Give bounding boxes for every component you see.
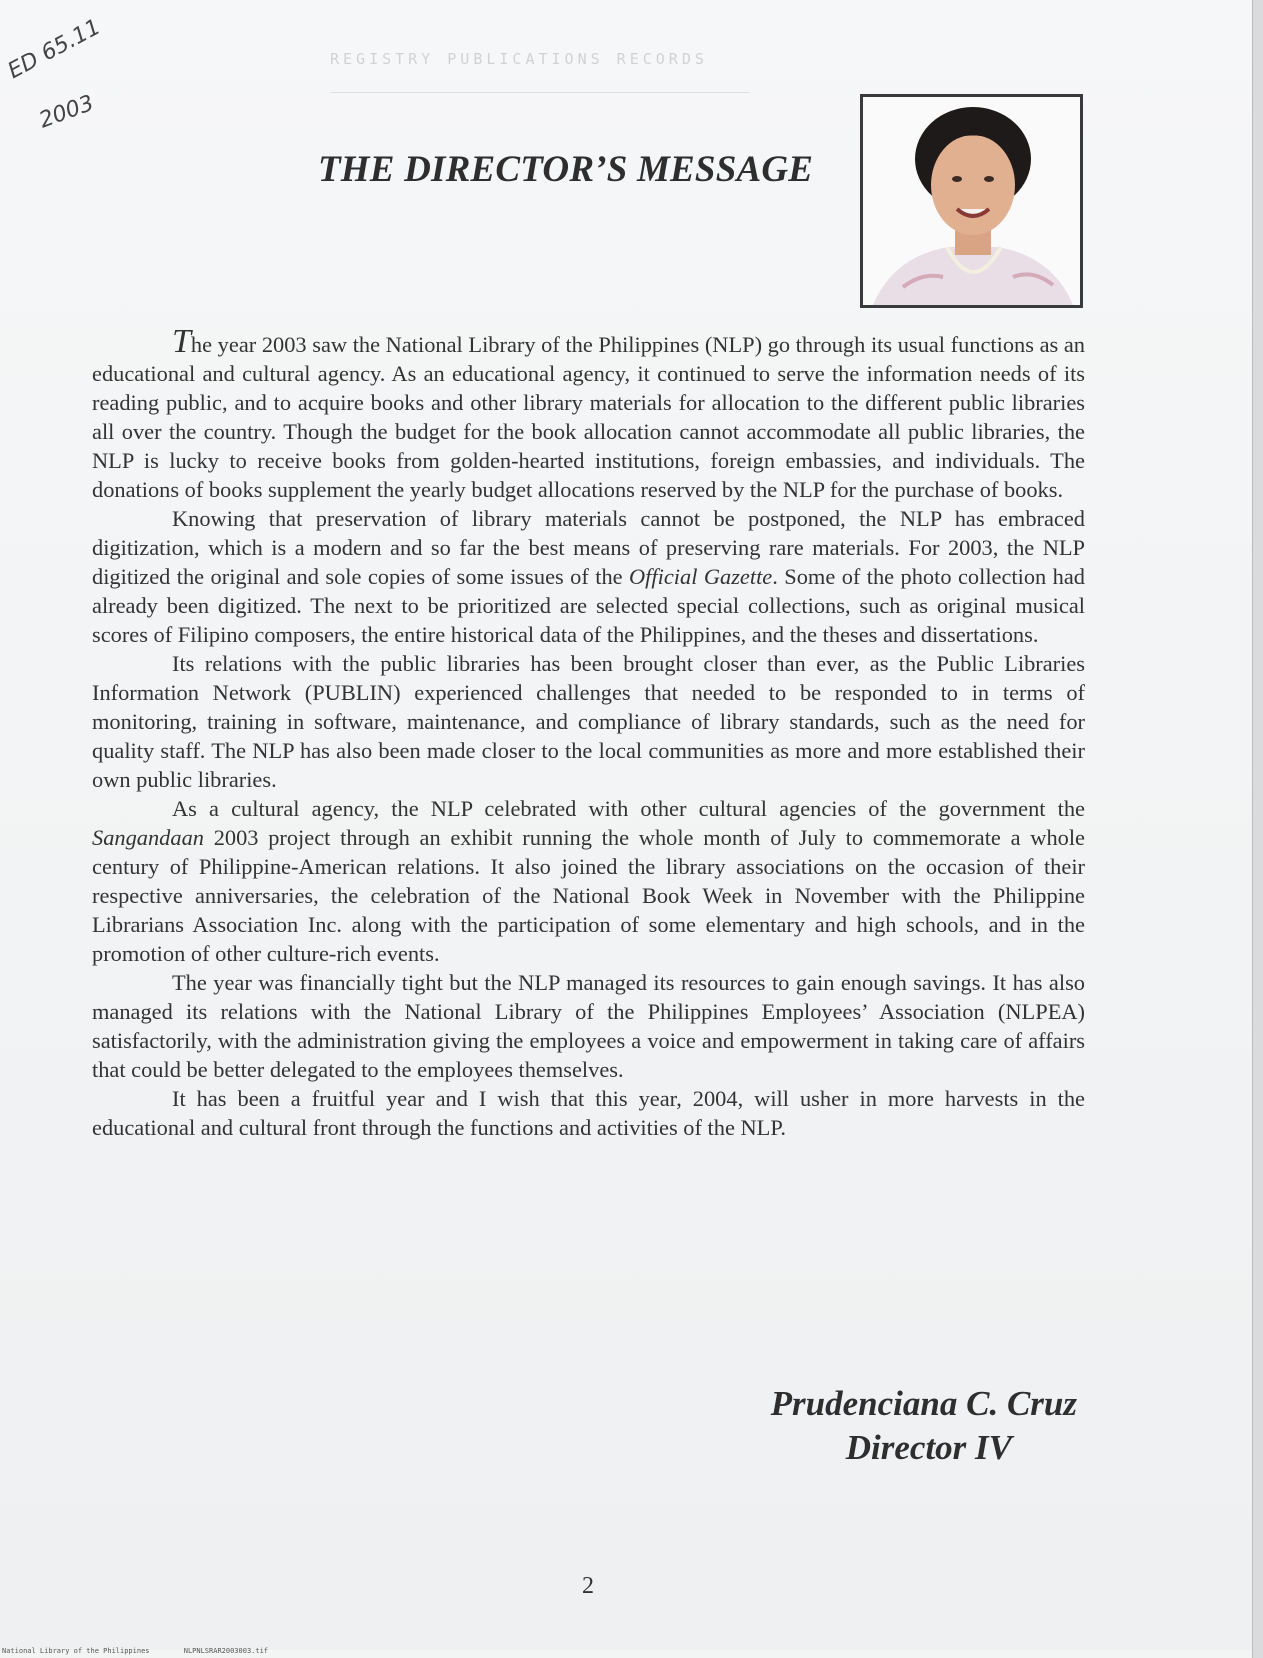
paragraph-3: Its relations with the public libraries has been brought closer than ever, as the Public Libraries Information Network (PUBLIN) experienced challenges that needed to be responded to in terms of monitoring, training in software, maintenance, and compliance of library standards, such as the need for quality staff. The NLP has also been made closer to the local communities as more and more established their own public libraries. [92, 651, 1085, 792]
paragraph-5: The year was financially tight but the NLP managed its resources to gain enough savings. It has also managed its relations with the National Library of the Philippines Employees’ Association (NLPEA) satisfactorily, with the administration giving the employees a voice and empowerment in taking care of affairs that could be better delegated to the employees themselves. [92, 970, 1085, 1082]
signatory-name: Prudenciana C. Cruz [770, 1384, 1077, 1423]
drop-cap: T [172, 323, 191, 360]
handwritten-annotation-year: 2003 [36, 90, 98, 134]
paragraph-4-text-a: As a cultural agency, the NLP celebrated with other cultural agencies of the government the [172, 796, 1085, 821]
portrait-illustration [863, 97, 1080, 305]
bleed-through-text: REGISTRY PUBLICATIONS RECORDS [330, 50, 750, 93]
scan-footer [2, 1647, 298, 1655]
director-portrait-photo [860, 94, 1083, 308]
page-title: THE DIRECTOR’S MESSAGE [318, 149, 814, 190]
paragraph-4-text-b: 2003 project through an exhibit running the whole month of July to commemorate a whole century of Philippine-American relations. It also joined the library associations on the occasion of their respective anniversaries, the celebration of the National Book Week in November with the Philippine Librarians Association Inc. along with the participation of some elementary and high schools, and in the promotion of other culture-rich events. [92, 825, 1085, 966]
paragraph-2-text-b: . Some of the photo collection had already been digitized. The next to be prioritized are selected special collections, such as original musical scores of Filipino composers, the entire historical data of the Philippines, and the theses and dissertations. [92, 564, 1086, 647]
message-body [92, 323, 1086, 1142]
paragraph-6: It has been a fruitful year and I wish that this year, 2004, will usher in more harvests in the educational and cultural front through the functions and activities of the NLP. [92, 1086, 1085, 1140]
official-gazette-title: Official Gazette [629, 564, 773, 589]
sangandaan-project-name: Sangandaan [92, 825, 204, 850]
handwritten-annotation-code: ED 65.11 [4, 14, 105, 85]
scan-edge [1252, 0, 1263, 1658]
paragraph-2 [92, 504, 1085, 649]
footer-filename: NLPNLSRAR2003003.tif [183, 1647, 269, 1655]
paragraph-1 [92, 323, 1085, 504]
paragraph-1-text: he year 2003 saw the National Library of the Philippines (NLP) go through its usual functions as an educational and cultural agency. As an educational agency, it continued to serve the information needs of its reading public, and to acquire books and other library materials for allocation to the different public libraries all over the country. Though the budget for the book allocation cannot accommodate all public libraries, the NLP is lucky to receive books from golden-hearted institutions, foreign embassies, and individuals. The donations of books supplement the yearly budget allocations reserved by the NLP for the purchase of books. [92, 332, 1085, 502]
paragraph-4 [92, 794, 1085, 968]
footer-institution: National Library of the Philippines [2, 1647, 150, 1655]
signatory-title: Director IV [845, 1428, 1012, 1467]
page-number: 2 [582, 1573, 594, 1599]
paragraph-2-text-a: Knowing that preservation of library materials cannot be postponed, the NLP has embraced digitization, which is a modern and so far the best means of preserving rare materials. For 2003, the NLP digitized the original and sole copies of some issues of the [92, 506, 1085, 589]
